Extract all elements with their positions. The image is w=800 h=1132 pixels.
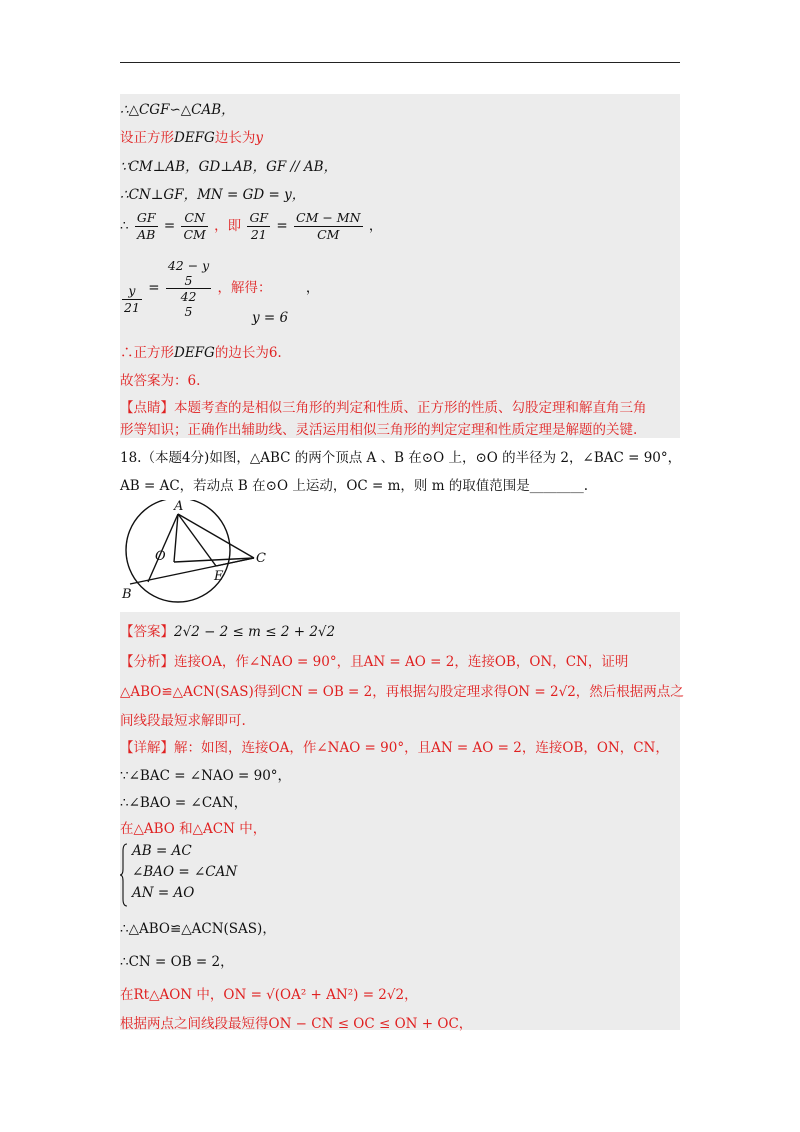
label-E: E bbox=[214, 569, 224, 584]
label-A: A bbox=[174, 500, 184, 514]
circle-figure bbox=[118, 500, 278, 612]
label-C: C bbox=[256, 551, 266, 566]
system-eq-2: ∠BAO = ∠CAN bbox=[132, 864, 238, 880]
question-18-line-1: 18.（本题4分)如图，△ABC 的两个顶点 A 、B 在⊙O 上，⊙O 的半径为 2，∠BAC = 90°， bbox=[120, 450, 682, 466]
equation-line: $\frac{y}{21}$ = 42 − y 5 42 5 ，解得： ， bbox=[124, 258, 320, 319]
detail-line-1: 【详解】解：如图，连接OA，作∠NAO = 90°，且AN = AO = 2，连接OB，ON，CN， bbox=[120, 740, 669, 756]
label-B: B bbox=[122, 587, 132, 602]
analysis-line-3: 间线段最短求解即可. bbox=[120, 713, 246, 729]
perpendicular-line: ∵CM⊥AB，GD⊥AB，GF // AB， bbox=[120, 159, 338, 175]
question-18-line-2: AB = AC，若动点 B 在⊙O 上运动，OC = m，则 m 的取值范围是________. bbox=[120, 478, 589, 494]
analysis-line-1: 【分析】连接OA，作∠NAO = 90°，且AN = AO = 2，连接OB，ON，CN，证明 bbox=[120, 654, 629, 670]
side-length-line: 设正方形DEFG边长为y bbox=[120, 130, 263, 146]
analysis-line-2: △ABO≌△ACN(SAS)得到CN = OB = 2，再根据勾股定理求得ON = 2√2，然后根据两点之 bbox=[120, 684, 684, 700]
conclusion-line: ∴正方形DEFG的边长为6. bbox=[120, 345, 282, 361]
detail-line-7: 在Rt△AON 中，ON = √(OA² + AN²) = 2√2， bbox=[120, 987, 418, 1003]
detail-line-8: 根据两点之间线段最短得ON − CN ≤ OC ≤ ON + OC， bbox=[120, 1016, 473, 1032]
ratio-line: ∴ $\frac{GF}{AB}$ = $\frac{CN}{CM}$ ，即 $\frac{GF}{21}$ = $\frac{CM - MN}{CM}$ ， bbox=[120, 210, 383, 242]
detail-line-6: ∴CN = OB = 2， bbox=[120, 954, 234, 970]
label-O: O bbox=[155, 549, 166, 564]
system-eq-1: AB = AC bbox=[132, 843, 192, 859]
comment-line-2: 形等知识；正确作出辅助线、灵活运用相似三角形的判定定理和性质定理是解题的关键. bbox=[120, 422, 638, 438]
detail-line-3: ∴∠BAO = ∠CAN， bbox=[120, 795, 248, 811]
detail-line-5: ∴△ABO≌△ACN(SAS)， bbox=[120, 921, 276, 937]
similar-triangles-line: ∴△CGF∽△CAB， bbox=[120, 102, 235, 118]
system-brace bbox=[120, 843, 128, 907]
cn-perp-line: ∴CN⊥GF，MN = GD = y， bbox=[120, 187, 306, 203]
header-rule bbox=[120, 62, 680, 63]
system-eq-3: AN = AO bbox=[132, 885, 195, 901]
detail-line-2: ∵∠BAC = ∠NAO = 90°， bbox=[120, 768, 292, 784]
comment-line-1: 【点睛】本题考查的是相似三角形的判定和性质、正方形的性质、勾股定理和解直角三角 bbox=[120, 400, 647, 416]
answer-line: 故答案为：6. bbox=[120, 373, 201, 389]
answer-tag-line: 【答案】2√2 − 2 ≤ m ≤ 2 + 2√2 bbox=[120, 624, 336, 640]
solution-y: y = 6 bbox=[252, 310, 289, 326]
detail-line-4: 在△ABO 和△ACN 中， bbox=[120, 821, 267, 837]
